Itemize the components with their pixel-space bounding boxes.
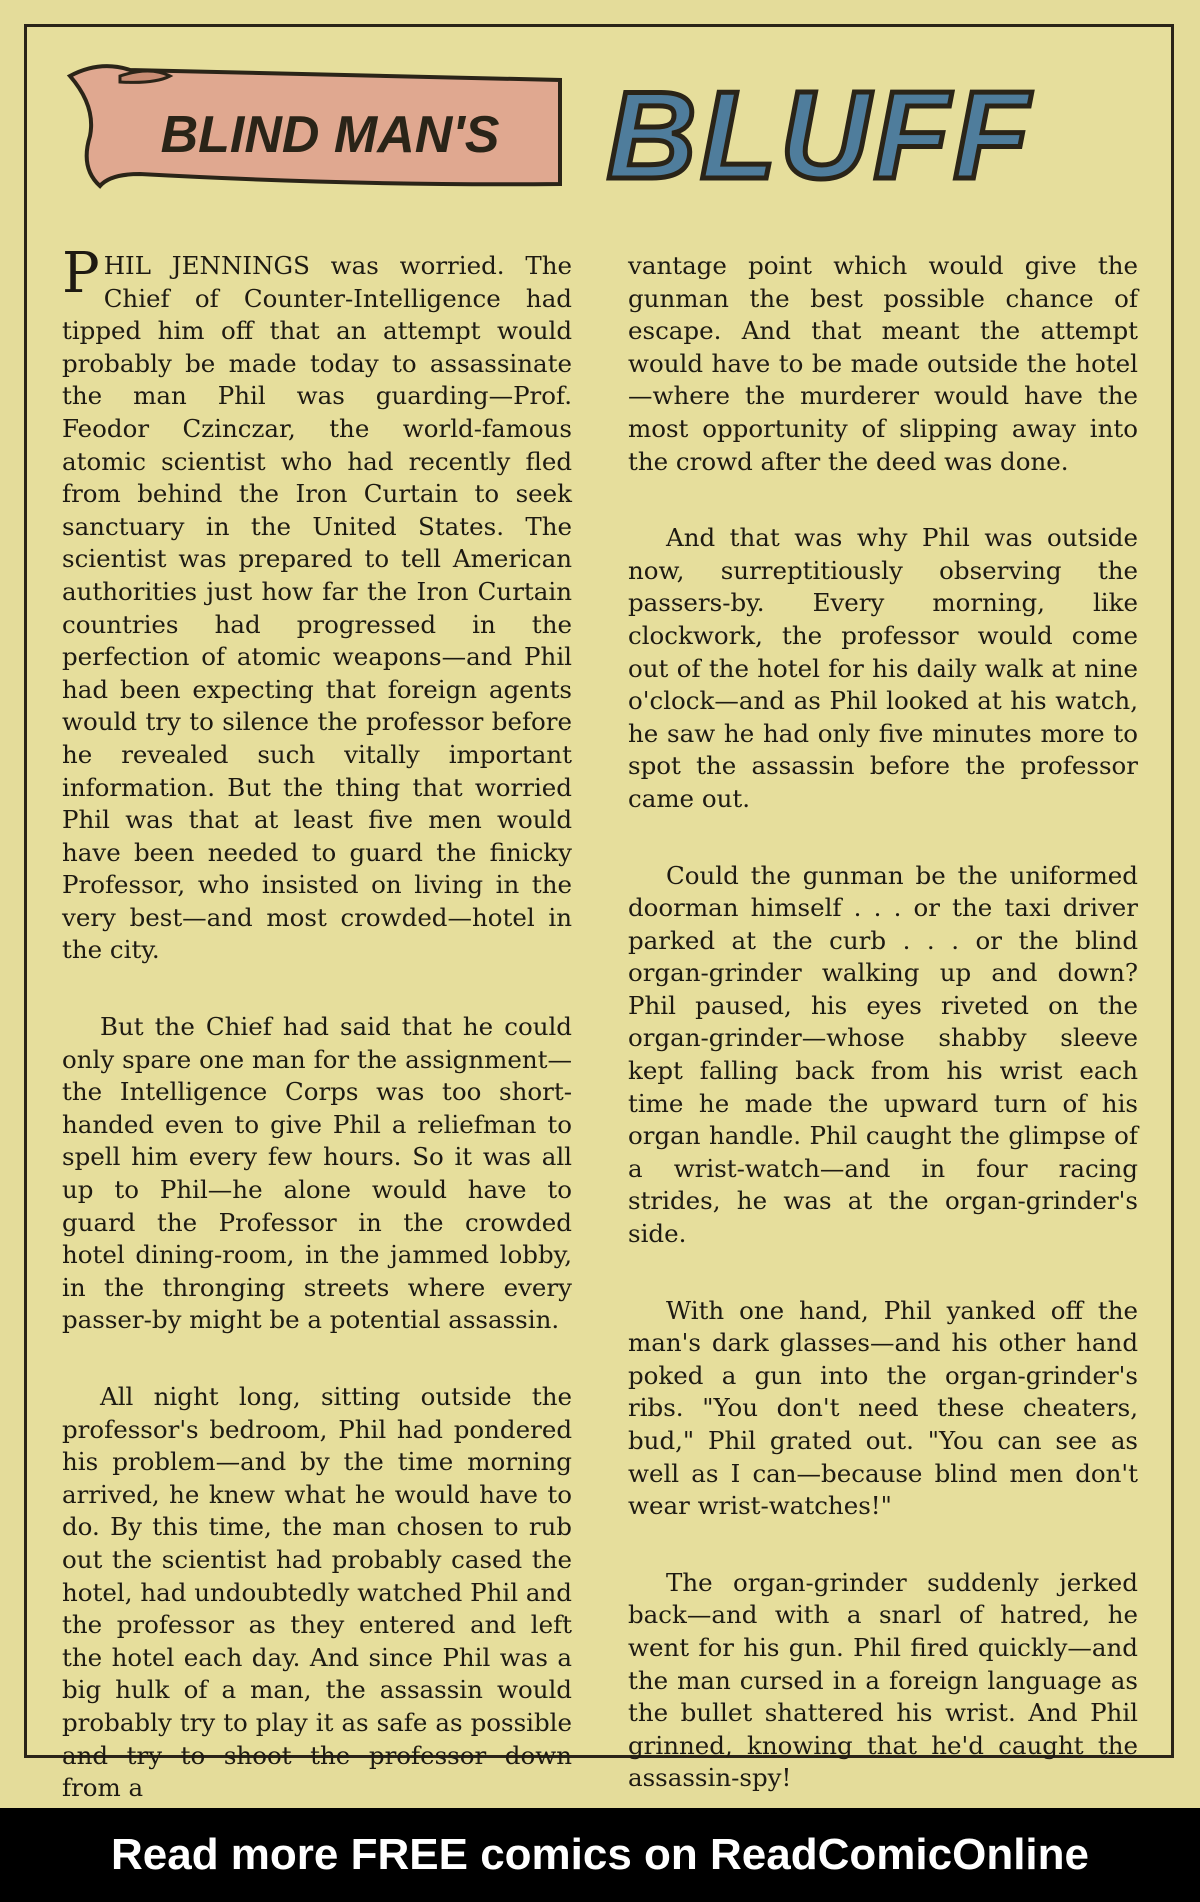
story-paragraph: But the Chief had said that he could only spare one man for the assignment—the Intelligence Corps was too short-handed even to give Phil a reliefman to spell him every few hours. So it was all up to Phil—he alone would have to guard the Professor in the crowded hotel dining-room, in the jammed lobby, in the thronging streets where every passer-by might be a potential assassin. xyxy=(62,1012,572,1335)
right-column xyxy=(628,250,1138,1793)
left-column xyxy=(62,241,572,1803)
ribbon-text: BLIND MAN'S xyxy=(160,106,500,164)
story-paragraph: And that was why Phil was outside now, surreptitiously observing the passers-by. Every morning, like clockwork, the professor would come out of the hotel for his daily walk at nine o'clock—and as Phil looked at his watch, he saw he had only five minutes more to spot the assassin before the professor came out. xyxy=(628,523,1138,813)
story-paragraph: With one hand, Phil yanked off the man's dark glasses—and his other hand poked a gun into the organ-grinder's ribs. "You don't need these cheaters, bud," Phil grated out. "You can see as well as I can—because blind men don't wear wrist-watches!" xyxy=(628,1295,1138,1521)
title-big-word: BLUFF xyxy=(606,67,1034,205)
title-banner xyxy=(60,56,1080,206)
paragraph-text: HIL JENNINGS was worried. The Chief of Counter-Intelligence had tipped him off that an attempt would probably be made today to assassinate the man Phil was guarding—Prof. Feodor Czinczar, the world-famous atomic scientist who had recently fled from behind the Iron Curtain to seek sanctuary in the United States. The scientist was prepared to tell American authorities just how far the Iron Curtain countries had progressed in the perfection of atomic weapons—and Phil had been expecting that foreign agents would try to silence the professor before he revealed such vitally important information. But the thing that worried Phil was that at least five men would have been needed to guard the finicky Professor, who insisted on living in the very best—and most crowded—hotel in the city. xyxy=(62,251,572,965)
dropcap: P xyxy=(62,241,100,306)
footer-text: Read more FREE comics on ReadComicOnline xyxy=(110,1830,1089,1879)
story-paragraph: Could the gunman be the uniformed doorman himself . . . or the taxi driver parked at the curb . . . or the blind organ-grinder walking up and down? Phil paused, his eyes riveted on the organ-grinder—whose shabby sleeve kept falling back from his wrist each time he made the upward turn of his organ handle. Phil caught the glimpse of a wrist-watch—and in four racing strides, he was at the organ-grinder's side. xyxy=(628,860,1138,1249)
story-paragraph: vantage point which would give the gunman the best possible chance of escape. And that meant the attempt would have to be made outside the hotel—where the murderer would have the most opportunity of slipping away into the crowd after the deed was done. xyxy=(628,251,1138,476)
story-paragraph: The organ-grinder suddenly jerked back—and with a snarl of hatred, he went for his gun. Phil fired quickly—and the man cursed in a foreign language as the bullet shattered his wrist. And Phil grinned, knowing that he'd caught the assassin-spy! xyxy=(628,1567,1138,1793)
promo-footer xyxy=(0,1808,1200,1902)
story-paragraph xyxy=(62,241,572,967)
story-paragraph: All night long, sitting outside the professor's bedroom, Phil had pondered his problem—and by the time morning arrived, he knew what he would have to do. By this time, the man chosen to rub out the scientist had probably cased the hotel, had undoubtedly watched Phil and the professor as they entered and left the hotel each day. And since Phil was a big hulk of a man, the assassin would probably try to play it as safe as possible and try to shoot the professor down from a xyxy=(62,1382,572,1803)
story-columns xyxy=(62,241,1147,1803)
